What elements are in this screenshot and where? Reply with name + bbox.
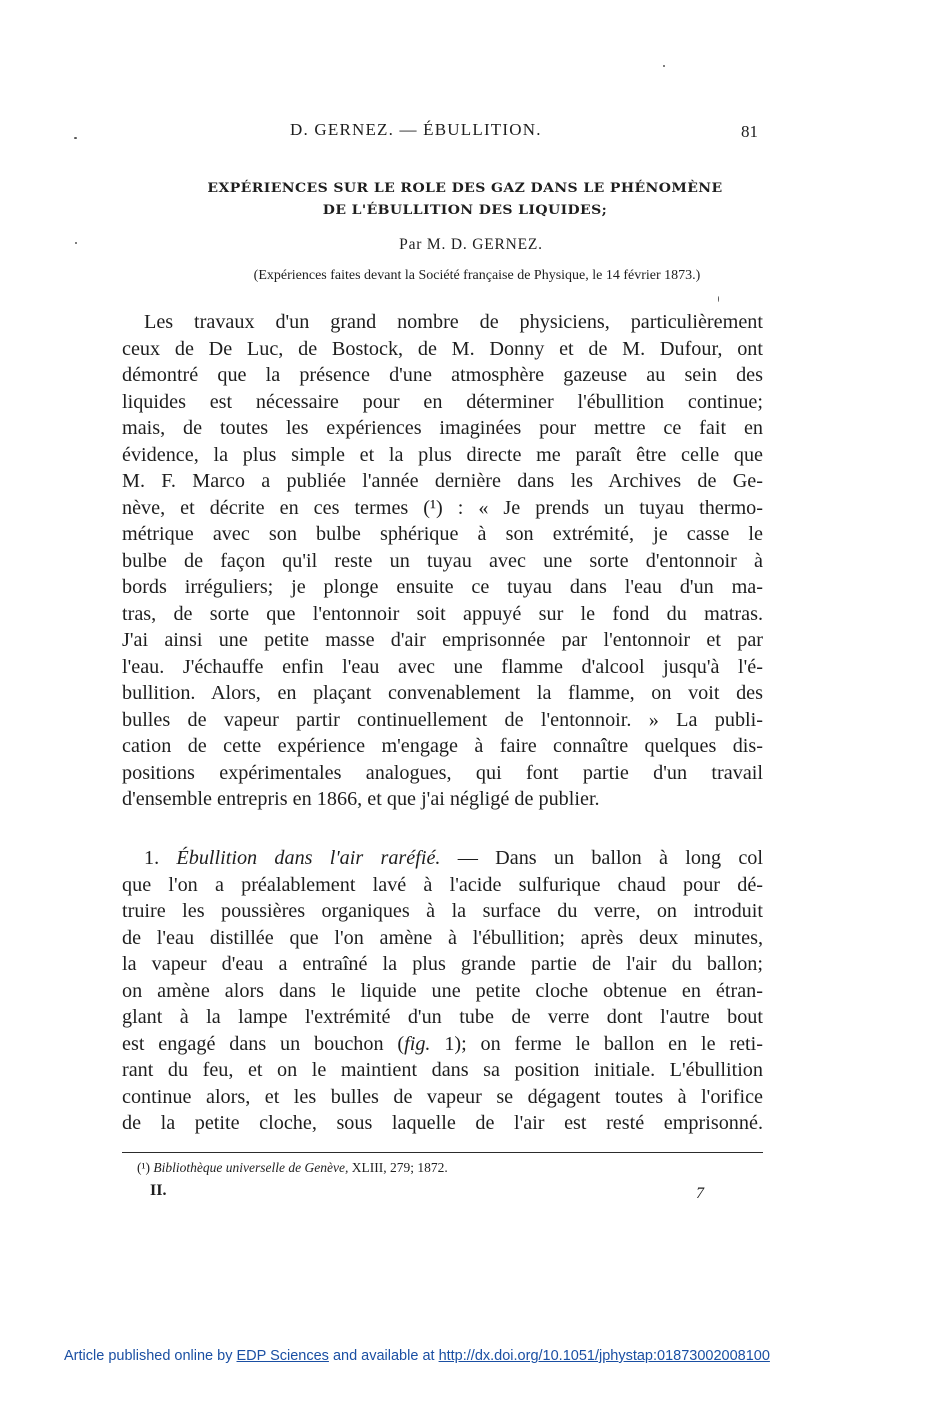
- banner-middle: and available at: [332, 1348, 435, 1364]
- paragraph-2: [122, 845, 763, 1137]
- byline: [0, 236, 930, 254]
- byline-par: Par: [399, 236, 423, 253]
- text-line: rant du feu, et on le maintient dans sa position initiale. L'ébullition: [122, 1059, 763, 1081]
- section-first-line: [122, 845, 763, 872]
- section-heading: Ébullition dans l'air raréfié.: [176, 847, 441, 869]
- running-head: [0, 120, 930, 144]
- text-line: truire les poussières organiques à la surface du verre, on introduit: [122, 900, 763, 922]
- text-line: positions expérimentales analogues, qui font partie d'un travail: [122, 761, 763, 784]
- text-line: d'ensemble entrepris en 1866, et que j'ai négligé de publier.: [122, 788, 600, 810]
- text-line: Les travaux d'un grand nombre de physiciens, particulièrement: [144, 311, 763, 333]
- text-line: ceux de De Luc, de Bostock, de M. Donny et de M. Dufour, ont: [122, 337, 763, 360]
- text-line: de l'eau distillée que l'on amène à l'ébullition; après deux minutes,: [122, 926, 763, 949]
- text-line: liquides est nécessaire pour en déterminer l'ébullition continue;: [122, 390, 763, 413]
- text-line: que l'on a préalablement lavé à l'acide sulfurique chaud pour dé-: [122, 873, 763, 896]
- text-fragment: est engagé dans un bouchon (: [122, 1032, 405, 1055]
- figure-number: 1: [444, 1032, 455, 1055]
- text-line: l'eau. J'échauffe enfin l'eau avec une flamme d'alcool jusqu'à l'é-: [122, 655, 763, 678]
- page-number: 81: [741, 122, 758, 141]
- byline-author: M. D. GERNEZ.: [426, 236, 543, 253]
- text-line: continue alors, et les bulles de vapeur se dégagent toutes à l'orifice: [122, 1085, 763, 1108]
- text-line-with-figure-ref: [122, 1031, 763, 1058]
- text-line: démontré que la présence d'une atmosphère gazeuse au sein des: [122, 364, 763, 386]
- text-fragment: ); on ferme le ballon en le reti-: [454, 1032, 763, 1055]
- article-title-line-1: EXPÉRIENCES SUR LE ROLE DES GAZ DANS LE PHÉNOMÈNE: [207, 180, 723, 196]
- publisher-link[interactable]: EDP Sciences: [236, 1348, 329, 1364]
- scan-speck: [718, 296, 719, 302]
- text-line: bullition. Alors, en plaçant convenablement la flamme, on voit des: [122, 682, 763, 704]
- text-line: J'ai ainsi une petite masse d'air emprisonnée par l'entonnoir et par: [122, 629, 763, 651]
- text-line: bulbe de façon qu'il reste un tuyau avec une sorte d'entonnoir à: [122, 549, 763, 572]
- text-line: tras, de sorte que l'entonnoir soit appuyé sur le fond du matras.: [122, 602, 763, 625]
- text-fragment: — Dans un ballon à long col: [457, 847, 764, 869]
- footnote-reference: XLIII, 279; 1872.: [351, 1160, 448, 1175]
- doi-link[interactable]: http://dx.doi.org/10.1051/jphystap:01873002008100: [438, 1348, 770, 1364]
- text-line: la vapeur d'eau a entraîné la plus grande partie de l'air du ballon;: [122, 953, 763, 975]
- footnote-source: Bibliothèque universelle de Genève,: [153, 1160, 349, 1175]
- text-line: on amène alors dans le liquide une petite cloche obtenue en étran-: [122, 979, 763, 1002]
- footnote: [137, 1160, 448, 1176]
- text-line: de la petite cloche, sous laquelle de l'air est resté emprisonné.: [122, 1112, 763, 1134]
- signature-volume: II.: [150, 1182, 167, 1199]
- signature-sheet: 7: [696, 1185, 704, 1202]
- text-line: glant à la lampe l'extrémité d'un tube de verre dont l'autre bout: [122, 1006, 763, 1028]
- text-line: évidence, la plus simple et la plus directe me paraît être celle que: [122, 443, 763, 466]
- text-line: bords irréguliers; je plonge ensuite ce tuyau dans l'eau d'un ma-: [122, 576, 763, 598]
- text-line: M. F. Marco a publiée l'année dernière dans les Archives de Ge-: [122, 470, 763, 492]
- paragraph-1: [122, 309, 763, 813]
- section-number: 1.: [144, 847, 160, 869]
- text-line: cation de cette expérience m'engage à faire connaître quelques dis-: [122, 735, 763, 757]
- text-line: métrique avec son bulbe sphérique à son extrémité, je casse le: [122, 523, 763, 545]
- footnote-marker: (¹): [137, 1160, 151, 1175]
- running-title: D. GERNEZ. — ÉBULLITION.: [290, 120, 542, 139]
- text-line: mais, de toutes les expériences imaginées pour mettre ce fait en: [122, 417, 763, 439]
- banner-prefix: Article published online by: [64, 1348, 233, 1364]
- publication-banner: [64, 1348, 770, 1364]
- figure-ref: fig.: [404, 1032, 431, 1055]
- footnote-rule: [122, 1152, 763, 1153]
- article-title-line-2: DE L'ÉBULLITION DES LIQUIDES;: [322, 202, 608, 218]
- text-line: bulles de vapeur partir continuellement de l'entonnoir. » La publi-: [122, 708, 763, 731]
- scan-speck: [663, 65, 665, 67]
- presentation-note: (Expériences faites devant la Société française de Physique, le 14 février 1873.): [253, 268, 701, 283]
- text-line: nève, et décrite en ces termes (¹) : « Je prends un tuyau thermo-: [122, 496, 763, 519]
